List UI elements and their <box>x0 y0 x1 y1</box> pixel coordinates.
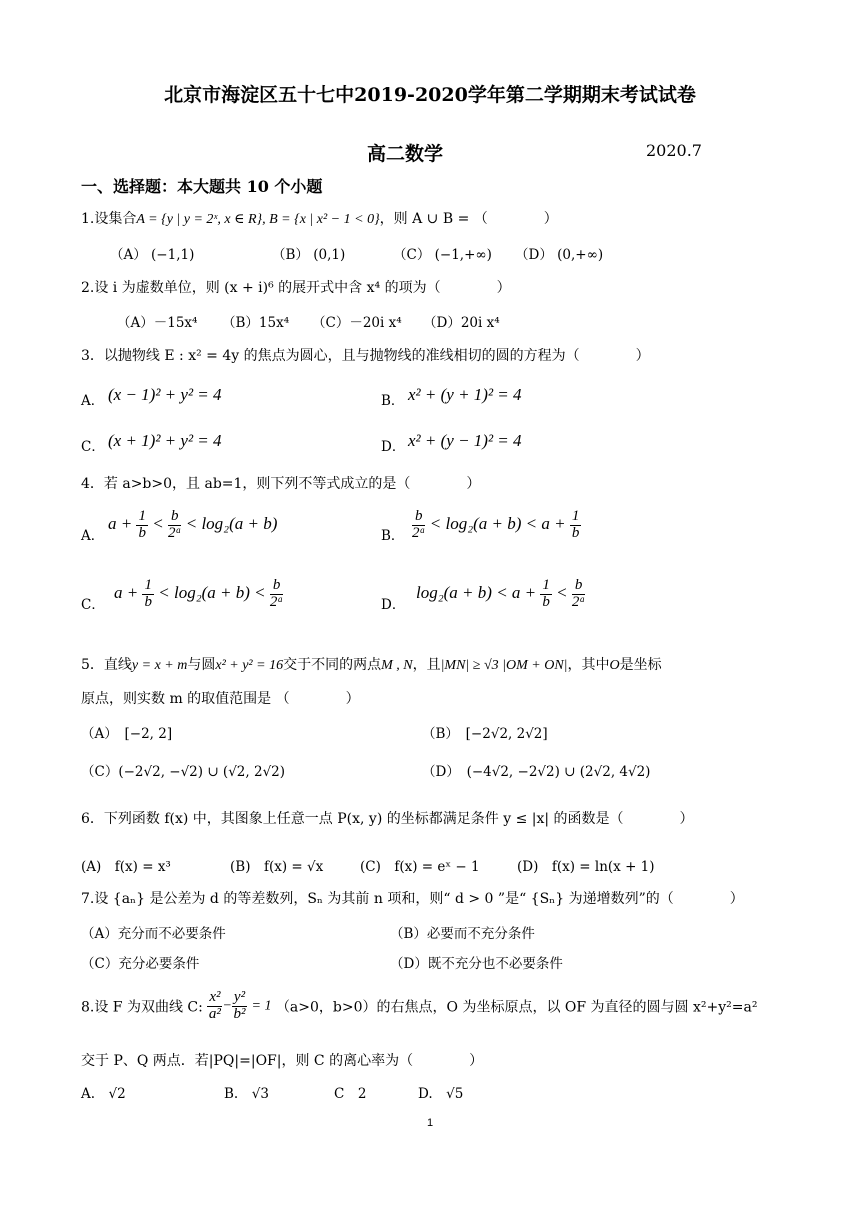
question-6-stem: 6．下列函数 f(x) 中，其图象上任意一点 P(x, y) 的坐标都满足条件 y ≤ |x| 的函数是（ ） <box>81 811 694 827</box>
q5-option-a: （A） [−2, 2] <box>81 726 173 742</box>
question-8-line-2: 交于 P、Q 两点．若|PQ|=|OF|，则 C 的离心率为（ ） <box>81 1053 484 1069</box>
fraction: $\frac{b}{\text{2ᵃ}}$ <box>167 508 182 541</box>
q3-option-d-formula: x² + (y − 1)² = 4 <box>408 431 522 450</box>
fraction: $\frac{b}{\text{2ᵃ}}$ <box>571 577 586 610</box>
section-heading: 一、选择题：本大题共 10 个小题 <box>81 177 323 196</box>
q3-option-c-formula: (x + 1)² + y² = 4 <box>108 431 222 450</box>
question-7-stem: 7.设 {aₙ} 是公差为 d 的等差数列，Sₙ 为其前 n 项和，则“ d > 0 ”是“ {Sₙ} 为递增数列”的（ ） <box>81 891 744 907</box>
q8-option-d: D. √5 <box>418 1086 464 1102</box>
q1-prefix: 1.设集合 <box>81 211 137 227</box>
fraction: $\frac{1}{b}$ <box>571 508 580 541</box>
fraction: $\frac{\text{x²}}{\text{a²}}$ <box>208 989 221 1022</box>
fraction: $\frac{b}{\text{2ᵃ}}$ <box>269 577 284 610</box>
fraction: $\frac{\text{y²}}{\text{b²}}$ <box>233 989 246 1022</box>
q6-option-a: (A) f(x) = x³ <box>81 859 171 875</box>
q7-option-a: （A）充分而不必要条件 <box>81 926 226 942</box>
q5-option-b: （B） [−2√2, 2√2] <box>422 726 548 742</box>
q4-option-c-label: C． <box>81 597 105 613</box>
q2-option-c: （C）－20i x⁴ <box>312 315 402 331</box>
exam-date: 2020.7 <box>646 141 702 160</box>
fraction: $\frac{1}{b}$ <box>542 577 550 610</box>
q1-suffix: ，则 A ∪ B = （ ） <box>379 211 558 227</box>
q4-option-d-formula: log₂(a + b) < a + $\frac{1}{b}$ < $\frac{b}{\text{2ᵃ}}$ <box>416 577 586 610</box>
q5-option-d: （D） (−4√2, −2√2) ∪ (2√2, 4√2) <box>422 764 651 780</box>
q1-option-c: （C） (−1,+∞) <box>393 247 492 263</box>
page-number: 1 <box>426 1117 434 1129</box>
q3-option-d-label: D． <box>381 439 406 455</box>
q3-option-a-formula: (x − 1)² + y² = 4 <box>108 385 222 404</box>
fraction: $\frac{1}{b}$ <box>138 508 146 541</box>
question-5-line-2: 原点，则实数 m 的取值范围是 （ ） <box>81 691 360 707</box>
question-4-stem: 4．若 a>b>0，且 ab=1，则下列不等式成立的是（ ） <box>81 476 481 492</box>
q1-formula: A = {y | y = 2ˣ, x ∈ R}, B = {x | x² − 1 < 0} <box>136 212 380 227</box>
question-3-stem: 3．以抛物线 E : x² = 4y 的焦点为圆心，且与抛物线的准线相切的圆的方程为（ ） <box>81 348 650 364</box>
q4-option-a-formula: a + $\frac{1}{b}$ < $\frac{b}{\text{2ᵃ}}$ < log₂(a + b) <box>108 508 278 541</box>
q5-option-c: （C）(−2√2, −√2) ∪ (√2, 2√2) <box>81 764 286 780</box>
q4-option-c-formula: a + $\frac{1}{b}$ < log₂(a + b) < $\frac{b}{\text{2ᵃ}}$ <box>114 577 284 610</box>
q6-option-b: (B) f(x) = √x <box>230 859 324 875</box>
fraction: $\frac{b}{\text{2ᵃ}}$ <box>412 508 426 541</box>
fraction: $\frac{1}{b}$ <box>144 577 152 610</box>
q3-option-b-formula: x² + (y + 1)² = 4 <box>408 385 522 404</box>
question-5-line-1: 5．直线y = x + m与圆x² + y² = 16交于不同的两点M , N，且|MN| ≥ √3 |OM + ON|，其中O是坐标 <box>81 657 662 673</box>
q4-option-a-label: A． <box>81 528 105 544</box>
question-8-line-1: 8.设 F 为双曲线 C: $\frac{\text{x²}}{\text{a²}}$ − $\frac{\text{y²}}{\text{b²}}$ = 1 （a>0，b>0）的右焦点，O 为坐标原点，以 OF 为直径的圆与圆 x²+y²=a² <box>81 989 758 1022</box>
q7-option-d: （D）既不充分也不必要条件 <box>390 956 563 972</box>
subject-title: 高二数学 <box>367 143 444 165</box>
q8-option-a: A. √2 <box>81 1086 126 1102</box>
question-1-stem <box>81 208 558 228</box>
q8-option-b: B. √3 <box>224 1086 269 1102</box>
q4-option-b-formula: $\frac{b}{\text{2ᵃ}}$ < log₂(a + b) < a + $\frac{1}{b}$ <box>412 508 580 541</box>
q2-option-b: （B）15x⁴ <box>222 315 290 331</box>
q3-option-a-label: A． <box>81 393 105 409</box>
q7-option-c: （C）充分必要条件 <box>81 956 200 972</box>
question-2-stem: 2.设 i 为虚数单位，则 (x + i)⁶ 的展开式中含 x⁴ 的项为（ ） <box>81 280 511 296</box>
q1-option-d: （D） (0,+∞) <box>515 247 604 263</box>
q2-option-d: （D）20i x⁴ <box>423 315 500 331</box>
q1-option-b: （B） (0,1) <box>272 247 346 263</box>
exam-title: 北京市海淀区五十七中2019-2020学年第二学期期末考试试卷 <box>164 84 696 106</box>
q6-option-c: (C) f(x) = eˣ − 1 <box>360 859 480 875</box>
q2-option-a: （A）－15x⁴ <box>117 315 198 331</box>
q8-option-c: C 2 <box>334 1086 367 1102</box>
q3-option-b-label: B． <box>381 393 405 409</box>
q3-option-c-label: C． <box>81 439 105 455</box>
q4-option-d-label: D． <box>381 597 406 613</box>
q7-option-b: （B）必要而不充分条件 <box>390 926 535 942</box>
q1-option-a: （A） (−1,1) <box>110 247 195 263</box>
q4-option-b-label: B． <box>381 528 405 544</box>
q6-option-d: (D) f(x) = ln(x + 1) <box>517 859 655 875</box>
